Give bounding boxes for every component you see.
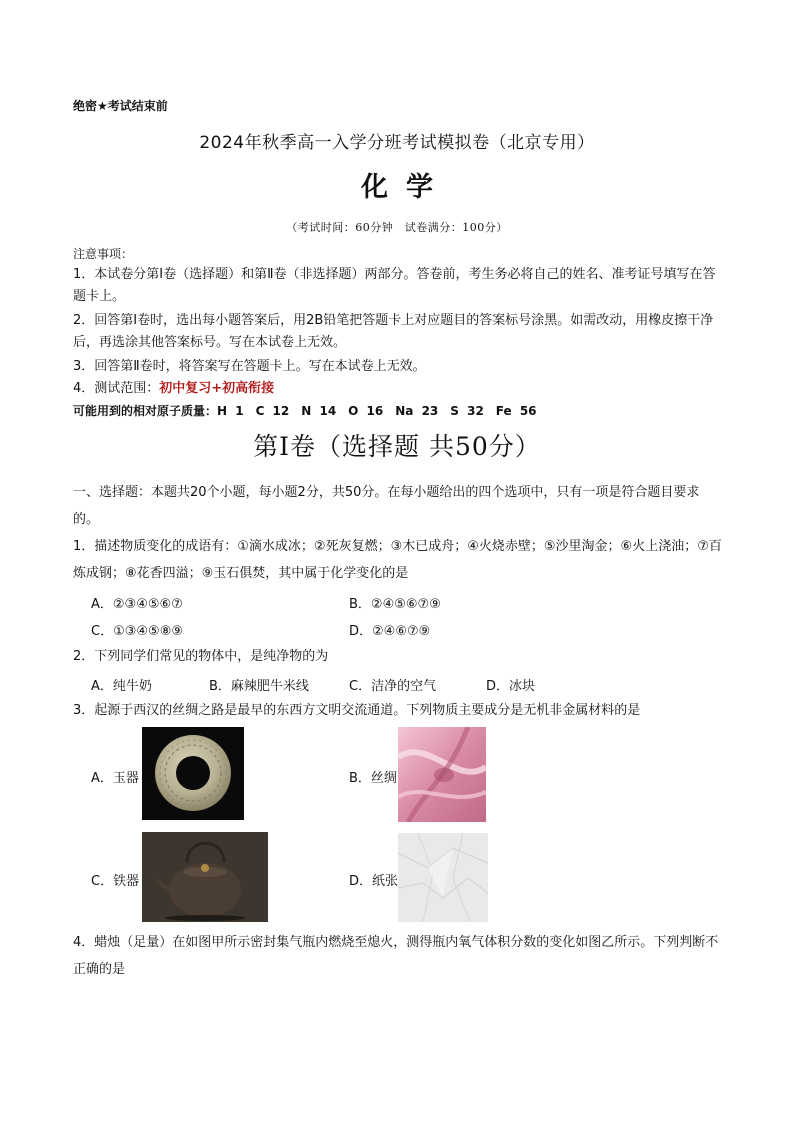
q2-option-d: D．冰块 [486, 679, 536, 694]
test-scope: 初中复习+初高衔接 [159, 381, 275, 396]
q3-stem: 3．起源于西汉的丝绸之路是最早的东西方文明交流通道。下列物质主要成分是无机非金属材料的是 [73, 703, 641, 718]
notice-heading: 注意事项： [73, 247, 134, 261]
notice-item-4 [73, 378, 723, 400]
q2-option-a: A．纯牛奶 [91, 679, 152, 694]
exam-info: （考试时间：60分钟 试卷满分：100分） [286, 221, 508, 234]
notice-item-4-prefix: 4．测试范围： [73, 381, 160, 396]
part1-title: 第Ⅰ卷（选择题 共50分） [253, 432, 541, 461]
q2-option-c: C．洁净的空气 [349, 679, 437, 694]
subject-title: 化学 [361, 172, 451, 203]
q1-option-c: C．①③④⑤⑧⑨ [91, 624, 184, 639]
notice-item-1: 1．本试卷分第Ⅰ卷（选择题）和第Ⅱ卷（非选择题）两部分。答卷前，考生务必将自己的姓名、准考证号填写在答题卡上。 [73, 267, 716, 304]
notice-item-2: 2．回答第Ⅰ卷时，选出每小题答案后，用2B铅笔把答题卡上对应题目的答案标号涂黑。如需改动，用橡皮擦干净后，再选涂其他答案标号。写在本试卷上无效。 [73, 313, 714, 350]
paper-image [398, 833, 488, 922]
q3-option-c: C．铁器 [91, 874, 140, 889]
confidential-label: 绝密★考试结束前 [73, 99, 168, 113]
q2-stem: 2．下列同学们常见的物体中，是纯净物的为 [73, 649, 329, 664]
exam-title: 2024年秋季高一入学分班考试模拟卷（北京专用） [199, 133, 595, 153]
notice-item-3: 3．回答第Ⅱ卷时，将答案写在答题卡上。写在本试卷上无效。 [73, 359, 426, 374]
part1-intro: 一、选择题：本题共20个小题，每小题2分，共50分。在每小题给出的四个选项中，只有一项是符合题目要求的。 [73, 485, 700, 527]
iron-kettle-image [142, 832, 268, 922]
q2-option-b: B．麻辣肥牛米线 [209, 679, 309, 694]
silk-image [398, 727, 486, 822]
q3-option-a: A．玉器 [91, 771, 139, 786]
q4-stem: 4．蜡烛（足量）在如图甲所示密封集气瓶内燃烧至熄火，测得瓶内氧气体积分数的变化如图乙所示。下列判断不正确的是 [73, 935, 719, 977]
q1-option-d: D．②④⑥⑦⑨ [349, 624, 431, 639]
jade-disc-image [142, 727, 244, 820]
q1-option-a: A．②③④⑤⑥⑦ [91, 597, 183, 612]
q1-option-b: B．②④⑤⑥⑦⑨ [349, 597, 441, 612]
q3-option-d: D．纸张 [349, 874, 399, 889]
q3-option-b: B．丝绸 [349, 771, 397, 786]
q1-stem: 1．描述物质变化的成语有：①滴水成冰；②死灰复燃；③木已成舟；④火烧赤壁；⑤沙里淘金；⑥火上浇油；⑦百炼成钢；⑧花香四溢；⑨玉石俱焚，其中属于化学变化的是 [73, 539, 722, 581]
atomic-mass-line: 可能用到的相对原子质量：H 1 C 12 N 14 O 16 Na 23 S 32 Fe 56 [73, 404, 537, 418]
